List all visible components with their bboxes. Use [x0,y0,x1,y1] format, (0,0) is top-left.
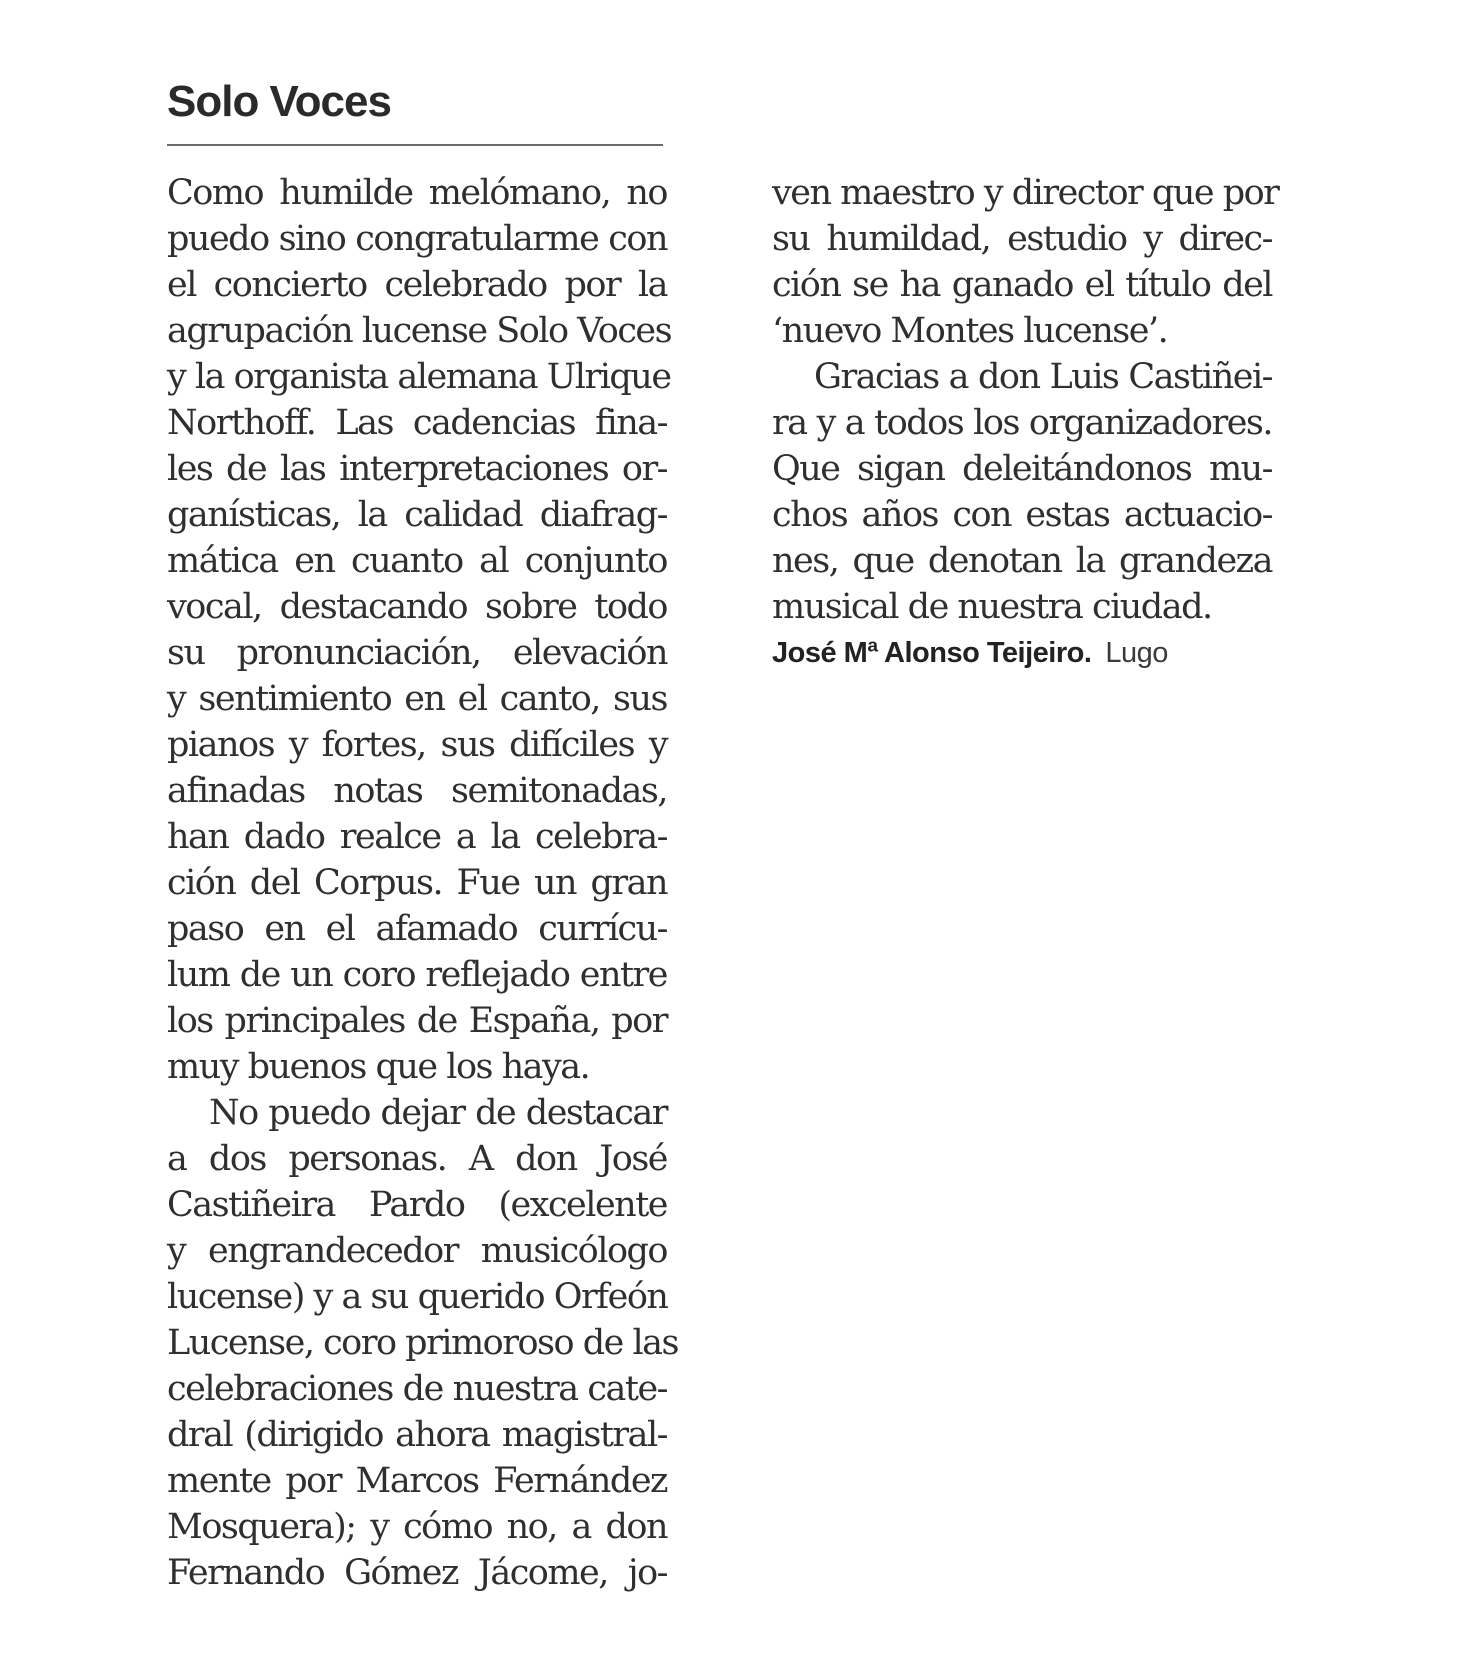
text-line: y engrandecedor musicólogo [167,1231,667,1271]
text-line: lucense) y a su querido Orfeón [167,1277,668,1317]
text-line: vocal, destacando sobre todo [167,587,667,627]
text-line: su humildad, estudio y direc- [772,219,1272,259]
text-line: el concierto celebrado por la [167,265,667,305]
text-line: agrupación lucense Solo Voces [167,311,672,351]
text-line: Castiñeira Pardo (excelente [167,1185,667,1225]
text-line: les de las interpretaciones or- [167,449,667,489]
text-line: Mosquera); y cómo no, a don [167,1507,667,1547]
right-column [772,170,1279,676]
text-line: los principales de España, por [167,1001,667,1041]
text-line: mática en cuanto al conjunto [167,541,667,581]
text-line: No puedo dejar de destacar [209,1093,667,1133]
text-line: musical de nuestra ciudad. [772,587,1212,627]
text-line: ganísticas, la calidad diafrag- [167,495,667,535]
text-line: muy buenos que los haya. [167,1047,590,1087]
text-line: su pronunciación, elevación [167,633,667,673]
text-line: mente por Marcos Fernández [167,1461,667,1501]
text-line: Como humilde melómano, no [167,173,667,213]
text-line: Fernando Gómez Jácome, jo- [167,1553,667,1593]
text-line: Que sigan deleitándonos mu- [772,449,1272,489]
text-line: ción se ha ganado el título del [772,265,1272,305]
text-line: ven maestro y director que por [772,173,1279,213]
text-line: a dos personas. A don José [167,1139,667,1179]
text-line: afinadas notas semitonadas, [167,771,667,811]
text-line: pianos y fortes, sus difíciles y [167,725,667,765]
signature-name: José Mª Alonso Teijeiro. [772,637,1092,669]
headline: Solo Voces [167,77,391,126]
text-line: chos años con estas actuacio- [772,495,1272,535]
text-line: ción del Corpus. Fue un gran [167,863,667,903]
text-line: dral (dirigido ahora magistral- [167,1415,667,1455]
left-column [167,170,678,1596]
text-line: paso en el afamado currícu- [167,909,667,949]
text-line: nes, que denotan la grandeza [772,541,1272,581]
text-line: puedo sino congratularme con [167,219,667,259]
text-line: y sentimiento en el canto, sus [167,679,667,719]
text-line: Northoff. Las cadencias fina- [167,403,667,443]
text-line: Lucense, coro primoroso de las [167,1323,678,1363]
text-line: ‘nuevo Montes lucense’. [772,311,1168,351]
signature [772,630,1272,676]
text-line: y la organista alemana Ulrique [167,357,671,397]
headline-rule [167,144,663,146]
text-line: lum de un coro reflejado entre [167,955,667,995]
signature-place: Lugo [1105,637,1168,669]
text-line: ra y a todos los organizadores. [772,403,1272,443]
text-line: han dado realce a la celebra- [167,817,667,857]
text-line: Gracias a don Luis Castiñei- [814,357,1272,397]
text-line: celebraciones de nuestra cate- [167,1369,667,1409]
